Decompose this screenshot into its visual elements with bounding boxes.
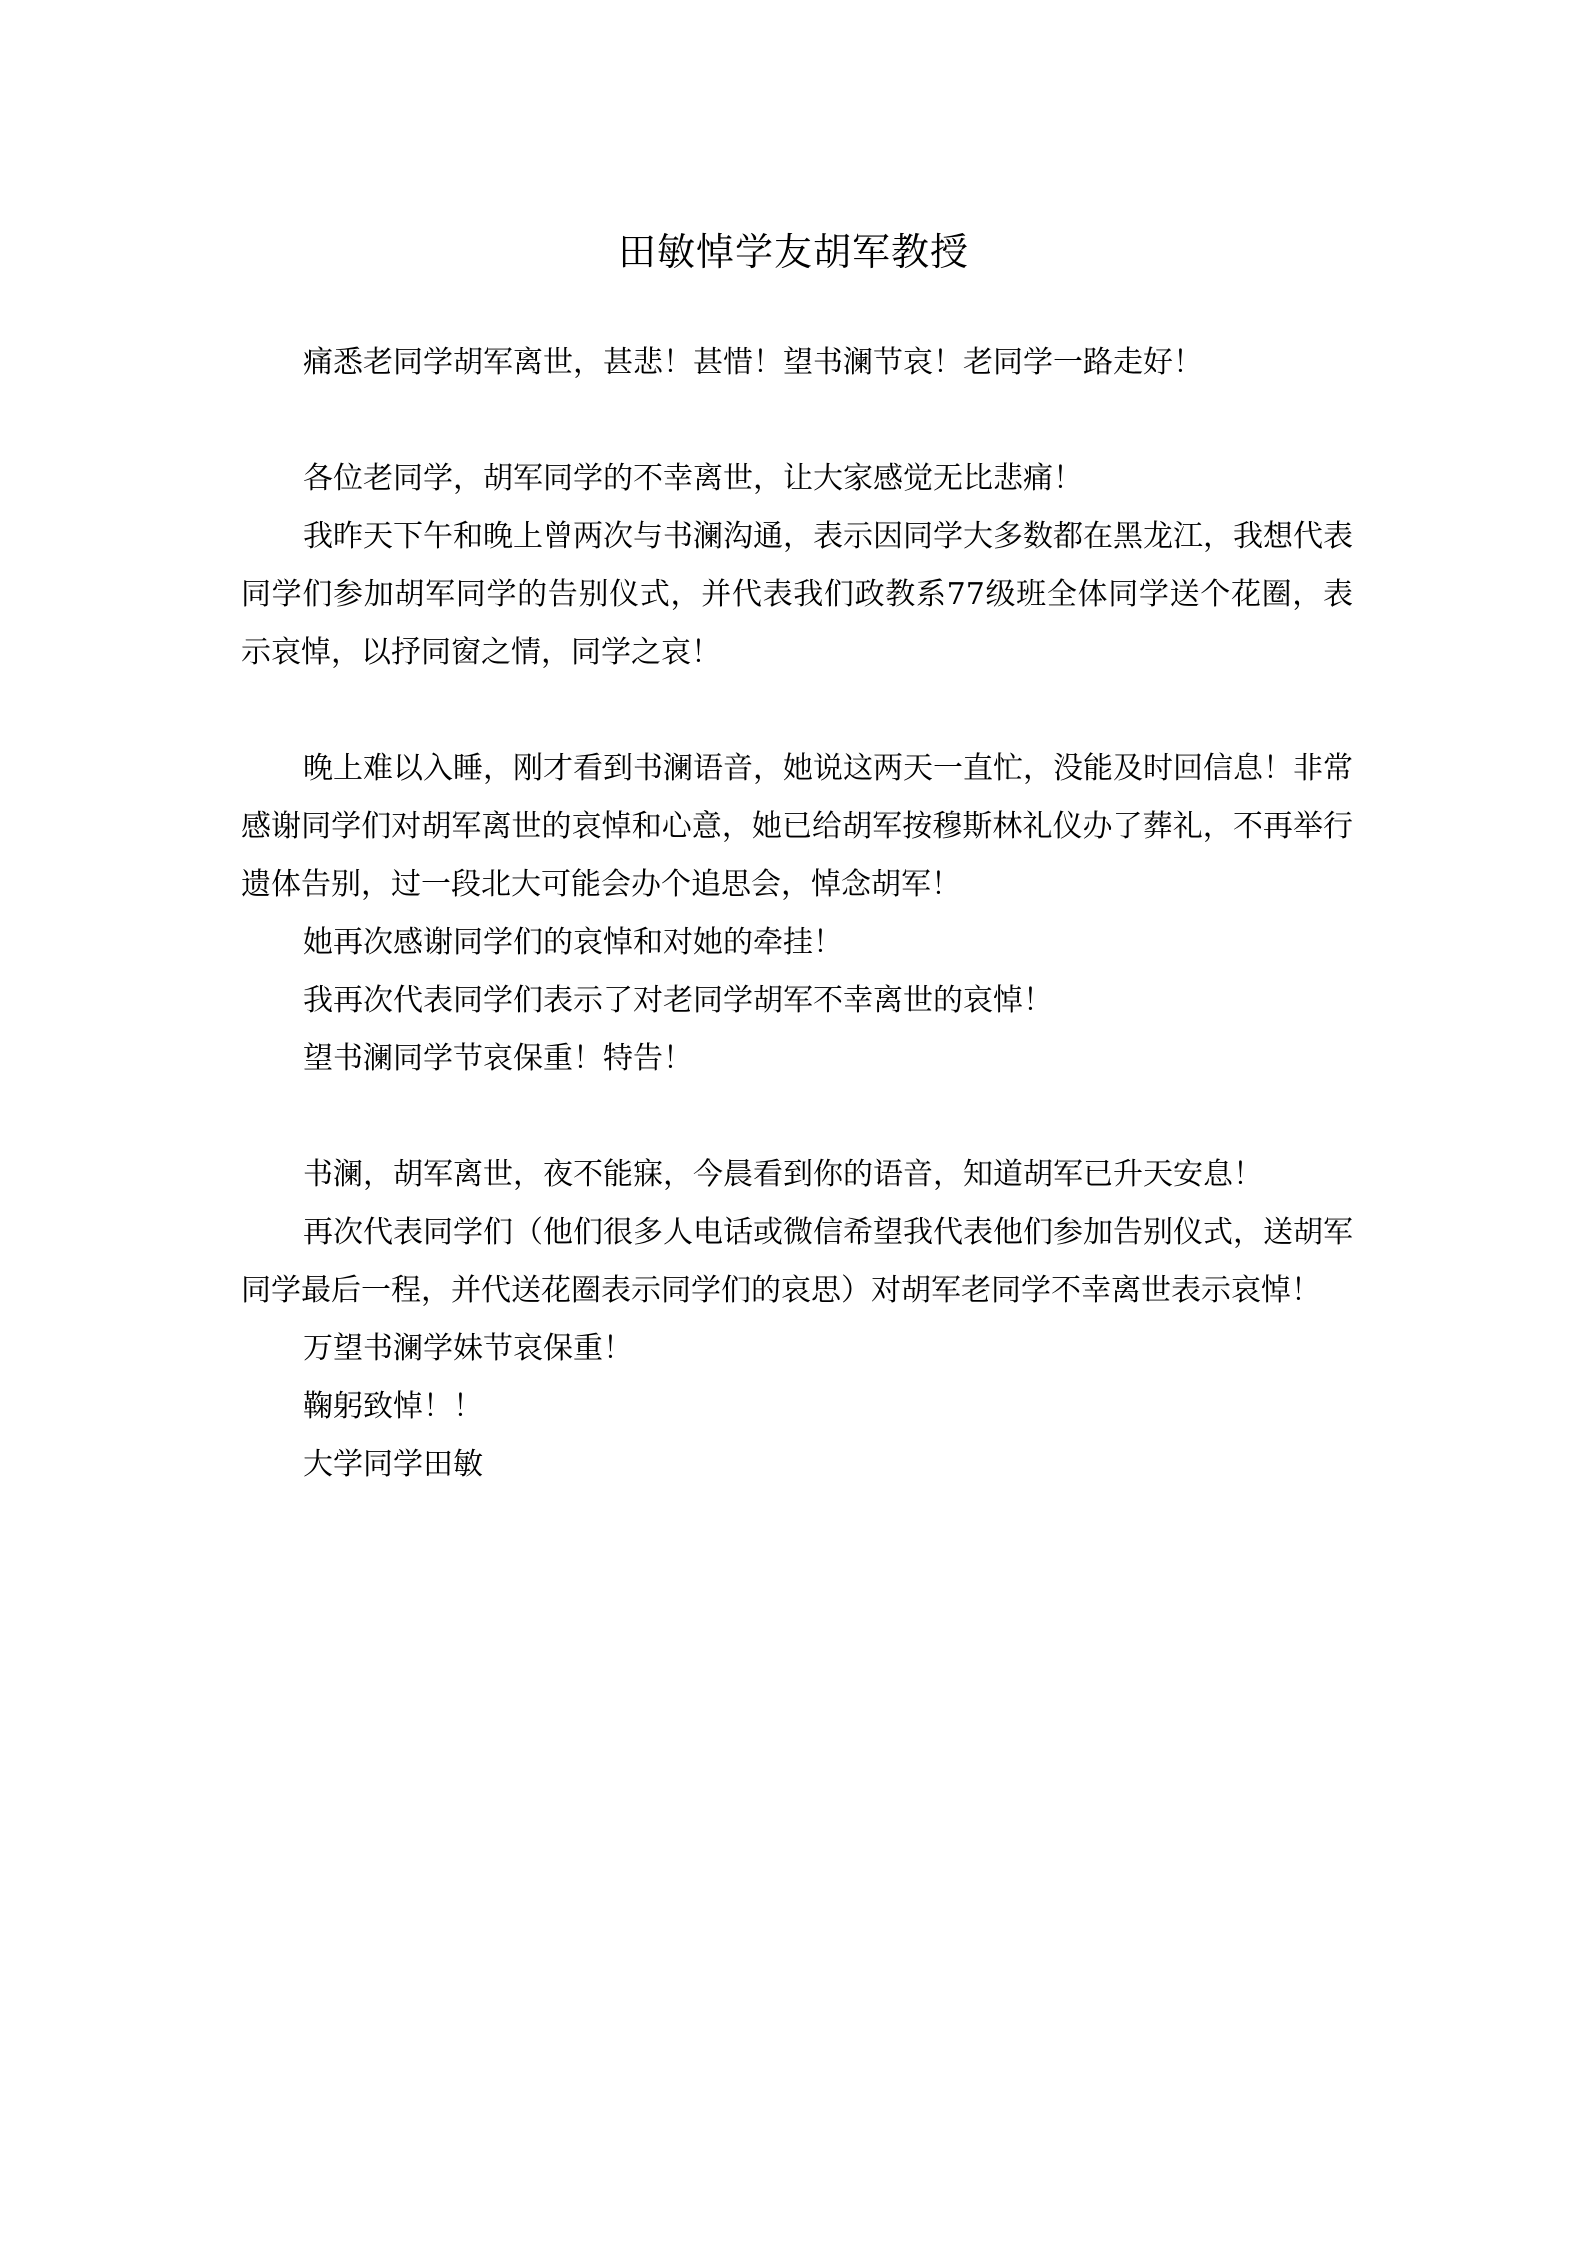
- paragraph-8: 书澜，胡军离世，夜不能寐，今晨看到你的语音，知道胡军已升天安息！: [303, 1157, 1263, 1192]
- signature-line: 大学同学田敏: [303, 1447, 483, 1482]
- paragraph-3: 我昨天下午和晚上曾两次与书澜沟通，表示因同学大多数都在黑龙江，我想代表同学们参加胡军同学的告别仪式，并代表我们政教系77级班全体同学送个花圈，表示哀悼，以抒同窗之情，同学之哀！: [241, 519, 1353, 670]
- paragraph-gap: [241, 392, 1353, 450]
- paragraph-10: 万望书澜学妹节哀保重！: [303, 1331, 633, 1366]
- document-body: [241, 334, 1353, 1494]
- paragraph-6: 我再次代表同学们表示了对老同学胡军不幸离世的哀悼！: [303, 983, 1053, 1018]
- paragraph-gap: [241, 682, 1353, 740]
- paragraph-4: 晚上难以入睡，刚才看到书澜语音，她说这两天一直忙，没能及时回信息！非常感谢同学们对胡军离世的哀悼和心意，她已给胡军按穆斯林礼仪办了葬礼，不再举行遗体告别，过一段北大可能会办个追思会，悼念胡军！: [241, 751, 1353, 902]
- paragraph-5: 她再次感谢同学们的哀悼和对她的牵挂！: [303, 925, 843, 960]
- paragraph-11: 鞠躬致悼！！: [303, 1389, 483, 1424]
- paragraph-gap: [241, 1088, 1353, 1146]
- paragraph-7: 望书澜同学节哀保重！特告！: [303, 1041, 693, 1076]
- paragraph-9: 再次代表同学们（他们很多人电话或微信希望我代表他们参加告别仪式，送胡军同学最后一程，并代送花圈表示同学们的哀思）对胡军老同学不幸离世表示哀悼！: [241, 1215, 1353, 1308]
- paragraph-2: 各位老同学，胡军同学的不幸离世，让大家感觉无比悲痛！: [303, 461, 1083, 496]
- paragraph-1: 痛悉老同学胡军离世，甚悲！甚惜！望书澜节哀！老同学一路走好！: [303, 345, 1203, 380]
- document-title: 田敏悼学友胡军教授: [617, 230, 969, 274]
